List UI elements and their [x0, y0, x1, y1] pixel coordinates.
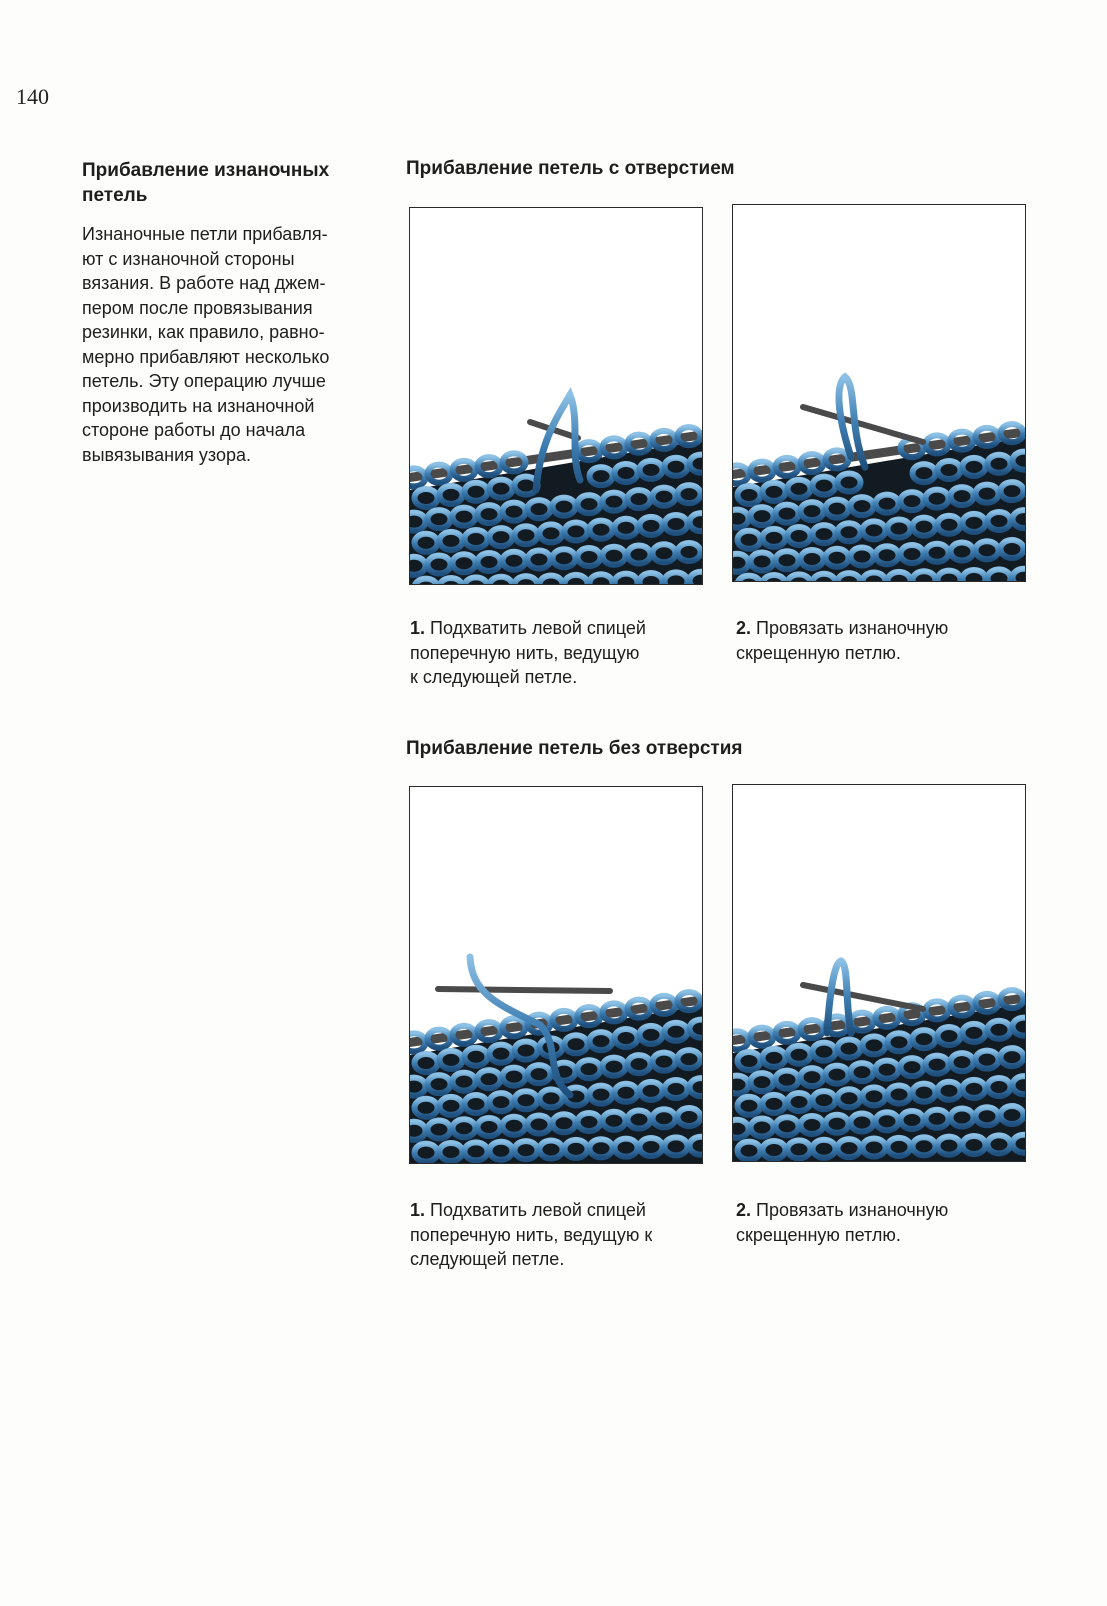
caption-line: Подхватить левой спицей — [430, 1200, 646, 1220]
caption-line: Подхватить левой спицей — [430, 618, 646, 638]
sidebar-body-line: производить на изнаночной — [82, 395, 315, 416]
caption-without-hole-step-2 — [736, 1198, 1026, 1247]
figure-without-hole-step-2 — [732, 784, 1026, 1162]
sidebar-body-line: резинки, как правило, равно- — [82, 322, 325, 342]
caption-line: поперечную нить, ведущую к — [410, 1224, 653, 1245]
section-title-without-hole: Прибавление петель без отверстия — [406, 738, 743, 759]
caption-line: скрещенную петлю. — [736, 642, 901, 663]
caption-line: Провязать изнаночную — [756, 1200, 949, 1220]
caption-with-hole-step-2 — [736, 616, 1026, 665]
right-needle — [803, 985, 923, 1009]
step-number: 2. — [736, 618, 752, 638]
caption-line: скрещенную петлю. — [736, 1224, 901, 1245]
caption-line: к следующей петле. — [410, 667, 578, 687]
knitting-illustration — [733, 205, 1026, 582]
section-title-with-hole: Прибавление петель с отверстием — [406, 158, 735, 179]
sidebar-title-line: Прибавление изнаночных — [82, 160, 330, 181]
sidebar-body-line: вывязывания узора. — [82, 444, 251, 465]
sidebar-body-line: ют с изнаночной стороны — [82, 248, 295, 269]
caption-without-hole-step-1 — [410, 1198, 700, 1272]
knitting-illustration — [410, 208, 703, 585]
left-needle-tip — [438, 989, 610, 991]
caption-with-hole-step-1 — [410, 616, 700, 690]
figure-with-hole-step-1 — [409, 207, 703, 585]
caption-line: следующей петле. — [410, 1249, 565, 1269]
sidebar-title-line: петель — [82, 185, 148, 206]
sidebar-body-line: Изнаночные петли прибавля- — [82, 224, 328, 244]
knitting-illustration — [410, 787, 703, 1164]
page-number: 140 — [16, 84, 49, 109]
sidebar-body-line: стороне работы до начала — [82, 420, 306, 440]
step-number: 2. — [736, 1200, 752, 1220]
sidebar-body-line: мерно прибавляют несколько — [82, 346, 330, 367]
caption-line: поперечную нить, ведущую — [410, 642, 640, 663]
figure-with-hole-step-2 — [732, 204, 1026, 582]
knitting-illustration — [733, 785, 1026, 1162]
sidebar-title — [82, 158, 382, 208]
step-number: 1. — [410, 1200, 426, 1220]
sidebar-body-line: петель. Эту операцию лучше — [82, 371, 326, 391]
sidebar-body-text — [82, 222, 378, 467]
figure-without-hole-step-1 — [409, 786, 703, 1164]
caption-line: Провязать изнаночную — [756, 618, 949, 638]
right-needle — [803, 407, 923, 442]
sidebar-body-line: пером после провязывания — [82, 297, 313, 318]
step-number: 1. — [410, 618, 426, 638]
sidebar-body-line: вязания. В работе над джем- — [82, 273, 326, 293]
